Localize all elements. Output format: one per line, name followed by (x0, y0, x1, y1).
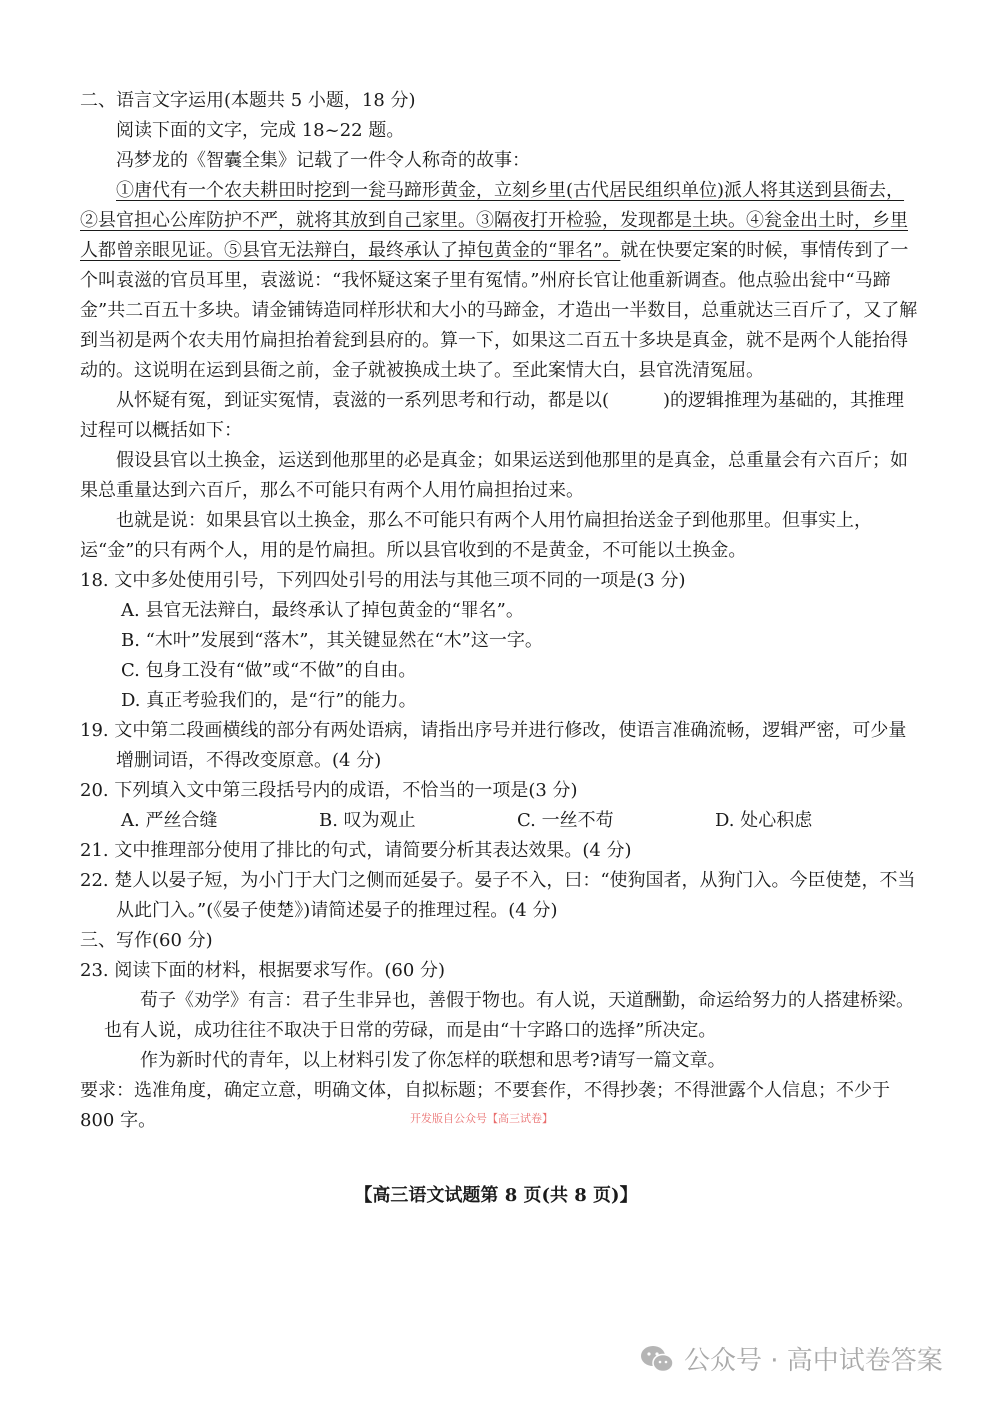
wechat-watermark (640, 1340, 943, 1377)
page-footer: 【高三语文试题第 8 页(共 8 页)】 (354, 1185, 638, 1206)
question-18-option-a: A. 县官无法辩白，最终承认了掉包黄金的“罪名”。 (121, 600, 524, 621)
question-20-option-d: D. 处心积虑 (715, 810, 813, 831)
page-content (80, 86, 918, 1136)
wechat-label: 公众号 · 高中试卷答案 (684, 1346, 943, 1376)
red-watermark: 开发版自公众号【高三试卷】 (410, 1112, 553, 1125)
section2-heading: 二、语言文字运用(本题共 5 小题，18 分) (80, 90, 416, 111)
question-22-stem: 22. 楚人以晏子短，为小门于大门之侧而延晏子。晏子不入，曰：“使狗国者，从狗门入。今臣使楚，不当从此门入。”(《晏子使楚》)请简述晏子的推理过程。(4 分) (80, 870, 916, 921)
section3-heading: 三、写作(60 分) (80, 930, 213, 951)
passage-paragraph-5: 也就是说：如果县官以土换金，那么不可能只有两个人用竹扁担抬送金子到他那里。但事实上，运“金”的只有两个人，用的是竹扁担。所以县官收到的不是黄金，不可能以土换金。 (80, 510, 872, 561)
writing-material-paragraph-2: 作为新时代的青年，以上材料引发了你怎样的联想和思考?请写一篇文章。 (140, 1050, 726, 1071)
passage-paragraph-2 (80, 176, 918, 386)
wechat-icon (640, 1344, 674, 1374)
question-20-options (80, 806, 918, 836)
question-23-stem: 23. 阅读下面的材料，根据要求写作。(60 分) (80, 960, 446, 981)
writing-material-paragraph-1: 荀子《劝学》有言：君子生非异也，善假于物也。有人说，天道酬勤，命运给努力的人搭建桥梁。也有人说，成功往往不取决于日常的劳碌，而是由“十字路口的选择”所决定。 (104, 990, 914, 1041)
question-18-option-b: B. “木叶”发展到“落木”，其关键显然在“木”这一字。 (121, 630, 543, 651)
writing-requirements: 要求：选准角度，确定立意，明确文体，自拟标题；不要套作，不得抄袭；不得泄露个人信息；不少于 800 字。 (80, 1080, 890, 1131)
question-18-option-d: D. 真正考验我们的，是“行”的能力。 (121, 690, 417, 711)
question-20-stem: 20. 下列填入文中第三段括号内的成语，不恰当的一项是(3 分) (80, 780, 578, 801)
passage-paragraph-4: 假设县官以土换金，运送到他那里的必是真金；如果运送到他那里的是真金，总重量会有六百斤；如果总重量达到六百斤，那么不可能只有两个人用竹扁担抬过来。 (80, 450, 908, 501)
passage-paragraph-3: 从怀疑有冤，到证实冤情，袁滋的一系列思考和行动，都是以( )的逻辑推理为基础的，其推理过程可以概括如下： (80, 390, 905, 441)
question-21-stem: 21. 文中推理部分使用了排比的句式，请简要分析其表达效果。(4 分) (80, 840, 632, 861)
underlined-segment: ①唐代有一个农夫耕田时挖到一瓮马蹄形黄金，立刻乡里(古代居民组织单位)派人将其送到县衙去，②县官担心公库防护不严，就将其放到自己家里。③隔夜打开检验，发现都是土块。④瓮金出土时，乡里人都曾亲眼见证。⑤县官无法辩白，最终承认了掉包黄金的“罪名”。 (80, 180, 908, 261)
section2-instruction: 阅读下面的文字，完成 18~22 题。 (116, 120, 405, 141)
question-18-stem: 18. 文中多处使用引号，下列四处引号的用法与其他三项不同的一项是(3 分) (80, 570, 686, 591)
question-19-stem: 19. 文中第二段画横线的部分有两处语病，请指出序号并进行修改，使语言准确流畅，逻辑严密，可少量增删词语，不得改变原意。(4 分) (80, 720, 907, 771)
question-20-option-c: C. 一丝不苟 (517, 810, 614, 831)
question-20-option-a: A. 严丝合缝 (121, 810, 218, 831)
question-20-option-b: B. 叹为观止 (319, 810, 416, 831)
passage-paragraph-1: 冯梦龙的《智囊全集》记载了一件令人称奇的故事： (116, 150, 530, 171)
passage-paragraph-2-rest: 就在快要定案的时候，事情传到了一个叫袁滋的官员耳里，袁滋说：“我怀疑这案子里有冤情。”州府长官让他重新调查。他点验出瓮中“马蹄金”共二百五十多块。请金铺铸造同样形状和大小的马蹄金，才造出一半数目，总重就达三百斤了，又了解到当初是两个农夫用竹扁担抬着瓮到县府的。算一下，如果这二百五十多块是真金，就不是两个人能抬得动的。这说明在运到县衙之前，金子就被换成土块了。至此案情大白，县官洗清冤屈。 (80, 240, 918, 381)
question-18-option-c: C. 包身工没有“做”或“不做”的自由。 (121, 660, 417, 681)
